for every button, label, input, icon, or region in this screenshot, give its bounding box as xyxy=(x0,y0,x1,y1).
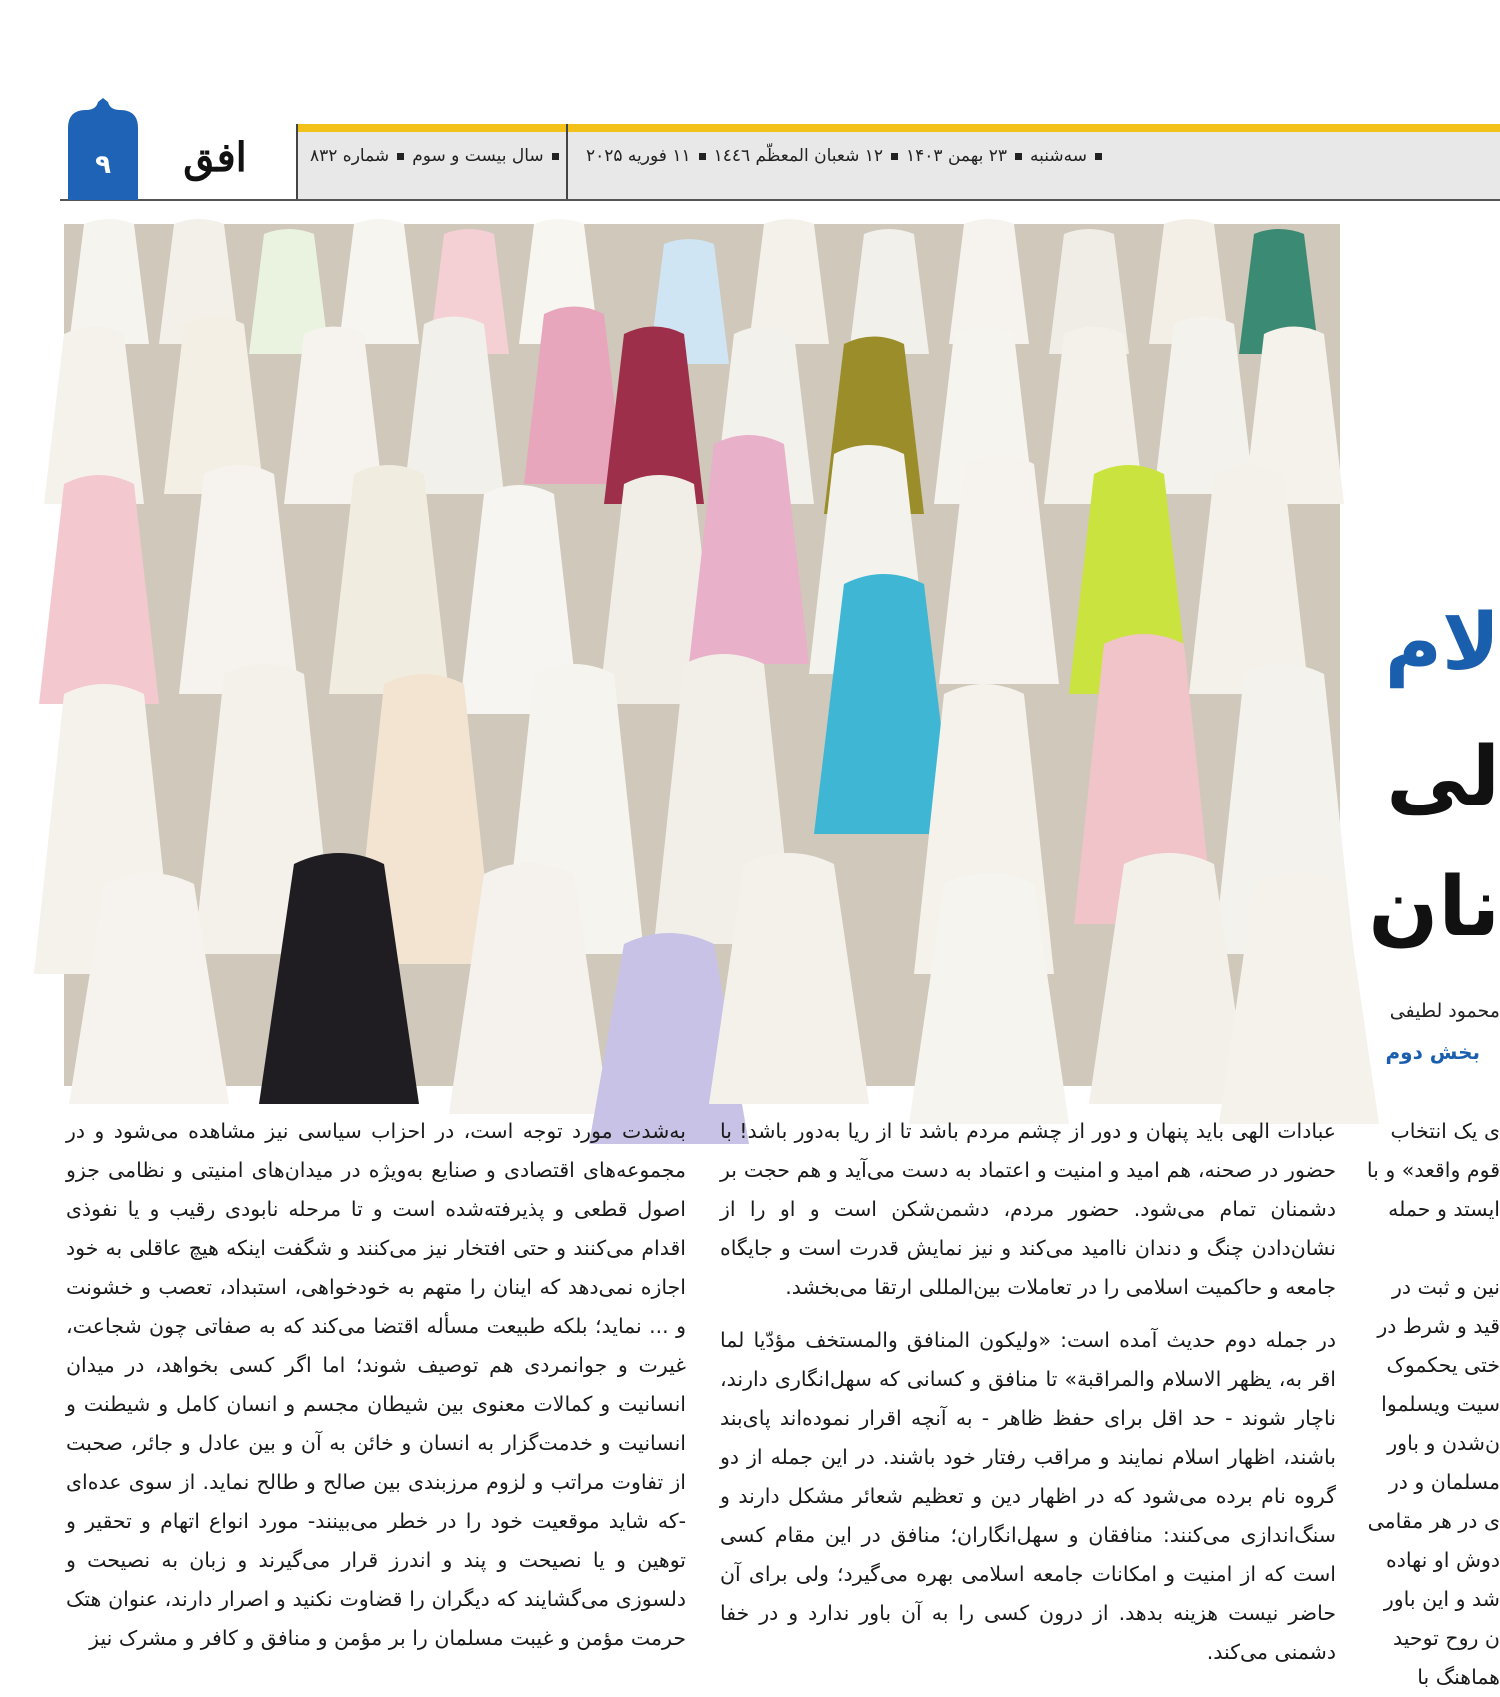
line-fragment: ی در هر مقامی xyxy=(1367,1509,1500,1533)
line-fragment xyxy=(1372,1229,1500,1268)
body-column-middle xyxy=(720,1112,1336,1673)
line-fragment: سیت ویسلموا xyxy=(1381,1392,1500,1416)
volume-label: سال بیست و سوم xyxy=(412,146,544,166)
line-fragment: هماهنگ با xyxy=(1417,1665,1500,1689)
line-fragment: قید و شرط در xyxy=(1377,1314,1500,1338)
page-badge-icon xyxy=(68,98,138,200)
paragraph: در جمله دوم حدیث آمده است: «ولیکون المنافق والمستخف مؤدّیا لما اقر به، یظهر الاسلام والمراقبة» تا منافق و کسانی که سهل‌انگاری دارند، ناچار شوند - حد اقل برای حفظ ظاهر - به آنچه اقرار نموده‌اند پای‌بند باشند، اظهار اسلام نمایند و مراقب رفتار خود باشند. در این جمله از دو گروه نام برده می‌شود که در اظهار دین و تعظیم شعائر مشکل دارند و سنگ‌اندازی می‌کنند: منافقان و سهل‌انگاران؛ منافق در این مقام کسی است که از امنیت و امکانات جامعه اسلامی بهره می‌گیرد؛ ولی برای آن حاضر نیست هزینه بدهد. از درون کسی را به آن باور ندارد و در خفا دشمنی می‌کند. xyxy=(720,1328,1336,1664)
line-fragment: ی یک انتخاب xyxy=(1390,1119,1500,1143)
line-fragment: دوش او نهاده xyxy=(1386,1548,1500,1572)
headline-line-3: نان xyxy=(1368,860,1500,955)
date-solar: ۲۳ بهمن ۱۴۰۳ xyxy=(906,146,1007,166)
date-gregorian: ۱۱ فوریه ۲۰۲۵ xyxy=(586,146,691,166)
date-lunar: ۱۲ شعبان المعظّم ۱٤٤٦ xyxy=(713,146,884,166)
line-fragment: قوم واقعد» و با xyxy=(1366,1158,1500,1182)
headline-line-2: لی xyxy=(1386,730,1500,825)
issue-info xyxy=(310,140,567,172)
headline-line-1: لام xyxy=(1384,598,1500,688)
body-column-left xyxy=(66,1112,686,1673)
line-fragment: ن روح توحید xyxy=(1392,1626,1500,1650)
paragraph: عبادات الهی باید پنهان و دور از چشم مردم باشد تا از ریا به‌دور باشد! با حضور در صحنه، هم امید و امنیت و اعتماد به دست می‌آید و هم حجت بر دشمنان تمام می‌شود. حضور مردم، دشمن‌شکن است و او را از نشان‌دادن چنگ و دندان ناامید می‌کند و نیز نمایش قدرت است و جایگاه جامعه و حاکمیت اسلامی را در تعاملات بین‌المللی ارتقا می‌بخشد. xyxy=(720,1119,1336,1299)
body-column-right xyxy=(1366,1112,1500,1689)
line-fragment: نین و ثبت در xyxy=(1392,1275,1500,1299)
issue-number: شماره ۸۳۲ xyxy=(310,146,390,166)
header-accent-bar xyxy=(296,124,1500,132)
article-photo xyxy=(64,224,1340,1086)
author-name: محمود لطیفی xyxy=(1389,1000,1500,1022)
photo-praying-women-illustration xyxy=(64,224,1340,1086)
header-baseline xyxy=(60,199,1500,201)
weekday: سه‌شنبه xyxy=(1029,146,1087,166)
line-fragment: ن‌شدن و باور xyxy=(1387,1431,1500,1455)
header-divider-left xyxy=(296,124,298,200)
line-fragment: ایستد و حمله xyxy=(1388,1197,1500,1221)
line-fragment: ختی یحکموک xyxy=(1386,1353,1500,1377)
page-number: ۹ xyxy=(95,150,111,180)
line-fragment: مسلمان و در xyxy=(1388,1470,1500,1494)
date-info xyxy=(586,140,1110,172)
article-part-label: بخش دوم xyxy=(1385,1040,1480,1064)
masthead-logo: افق xyxy=(183,134,247,181)
line-fragment: شد و این باور xyxy=(1383,1587,1500,1611)
paragraph: به‌شدت مورد توجه است، در احزاب سیاسی نیز مشاهده می‌شود و در مجموعه‌های اقتصادی و صنایع به‌ویژه در میدان‌های امنیتی و نظامی جزو اصول قطعی و پذیرفته‌شده است و تا مرحله نابودی رقیب و یا نفوذی اقدام می‌کنند و حتی افتخار نیز می‌کنند و شگفت اینکه هیچ عاقلی به خود اجازه نمی‌دهد که اینان را متهم به خودخواهی، استبداد، تعصب و خشونت و ... نماید؛ بلکه طبیعت مسأله اقتضا می‌کند که به صفاتی چون شجاعت، غیرت و جوانمردی هم توصیف شوند؛ اما اگر کسی بخواهد، در میدان انسانیت و کمالات معنوی بین شیطان مجسم و انسان کامل و شیطنت و انسانیت و خدمت‌گزار به انسان و خائن به آن و بین عادل و جائر، صحبت از تفاوت مراتب و لزوم مرزبندی بین صالح و طالح نماید. از سوی عده‌ای -که شاید موقعیت خود را در خطر می‌بینند- مورد انواع اتهام و تحقیر و توهین و یا نصیحت و پند و اندرز قرار می‌گیرند و زبان به نصیحت و دلسوزی می‌گشایند که دیگران را قضاوت نکنید و اصرار دارند، عنوان هتک حرمت مؤمن و غیبت مسلمان را بر مؤمن و منافق و کافر و مشرک نیز xyxy=(66,1119,686,1650)
